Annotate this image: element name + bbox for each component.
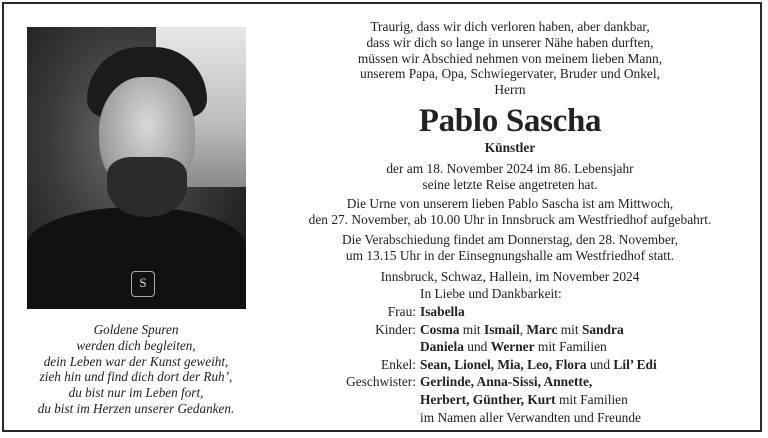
photo-beard — [107, 157, 187, 217]
death-line: der am 18. November 2024 im 86. Lebensjahr — [386, 161, 634, 176]
lapel-pin: S — [131, 271, 155, 297]
intro-line: dass wir dich so lange in unserer Nähe haben durften, — [366, 34, 654, 50]
family-row-wife — [0, 303, 768, 321]
farewell-notice — [262, 232, 758, 264]
family-value: Cosma mit Ismail, Marc mit Sandra — [420, 321, 624, 337]
urn-notice — [262, 196, 758, 228]
family-row-closing — [0, 409, 768, 427]
death-line: seine letzte Reise angetreten hat. — [422, 176, 598, 192]
death-notice — [262, 161, 758, 193]
family-value: Isabella — [420, 304, 465, 319]
profession: Künstler — [484, 140, 536, 155]
farewell-line: um 13.15 Uhr in der Einsegnungshalle am Westfriedhof statt. — [345, 247, 675, 263]
family-list — [0, 303, 768, 426]
gratitude-line: In Liebe und Dankbarkeit: — [420, 286, 562, 301]
family-label: Kinder: — [375, 321, 416, 337]
family-value: Herbert, Günther, Kurt mit Familien — [420, 391, 628, 407]
intro-line: Herrn — [494, 82, 526, 98]
family-row-siblings-2 — [0, 391, 768, 409]
intro-line: unserem Papa, Opa, Schwiegervater, Bruder und Onkel, — [360, 66, 660, 82]
poem-line: Goldene Spuren — [93, 322, 179, 337]
family-value: Sean, Lionel, Mia, Leo, Flora und Lil’ Edi — [420, 356, 657, 372]
urn-line: Die Urne von unserem lieben Pablo Sascha ist am Mittwoch, — [346, 196, 674, 211]
portrait-photo — [27, 27, 246, 309]
family-value: Daniela und Werner mit Familien — [420, 339, 607, 355]
intro-line: Traurig, dass wir dich verloren haben, aber dankbar, — [370, 19, 650, 34]
poem-line: du bist nur im Leben fort, — [68, 385, 204, 401]
intro-line: müssen wir Abschied nehmen von meinem lieben Mann, — [357, 50, 663, 66]
urn-line: den 27. November, ab 10.00 Uhr in Innsbruck am Westfriedhof aufgebahrt. — [308, 211, 712, 227]
closing-line: im Namen aller Verwandten und Freunde — [420, 409, 642, 425]
family-row-children-2 — [0, 338, 768, 356]
poem-line: du bist im Herzen unserer Gedanken. — [37, 400, 235, 416]
family-row-children — [0, 321, 768, 339]
farewell-line: Die Verabschiedung findet am Donnerstag, den 28. November, — [341, 232, 679, 247]
family-label: Geschwister: — [346, 374, 416, 390]
place-date: Innsbruck, Schwaz, Hallein, im November 2024 — [380, 269, 640, 284]
poem-line: dein Leben war der Kunst geweiht, — [43, 353, 229, 369]
intro-text — [300, 19, 720, 98]
poem-line: werden dich begleiten, — [76, 337, 196, 353]
family-value: Gerlinde, Anna-Sissi, Annette, — [420, 374, 593, 390]
family-row-grandchildren — [0, 353, 768, 374]
poem-line: zieh hin und find dich dort der Ruh’, — [39, 369, 233, 385]
family-label: Frau: — [387, 304, 416, 319]
deceased-name: Pablo Sascha — [418, 103, 602, 139]
family-row-siblings — [0, 373, 768, 391]
family-label: Enkel: — [381, 356, 416, 372]
